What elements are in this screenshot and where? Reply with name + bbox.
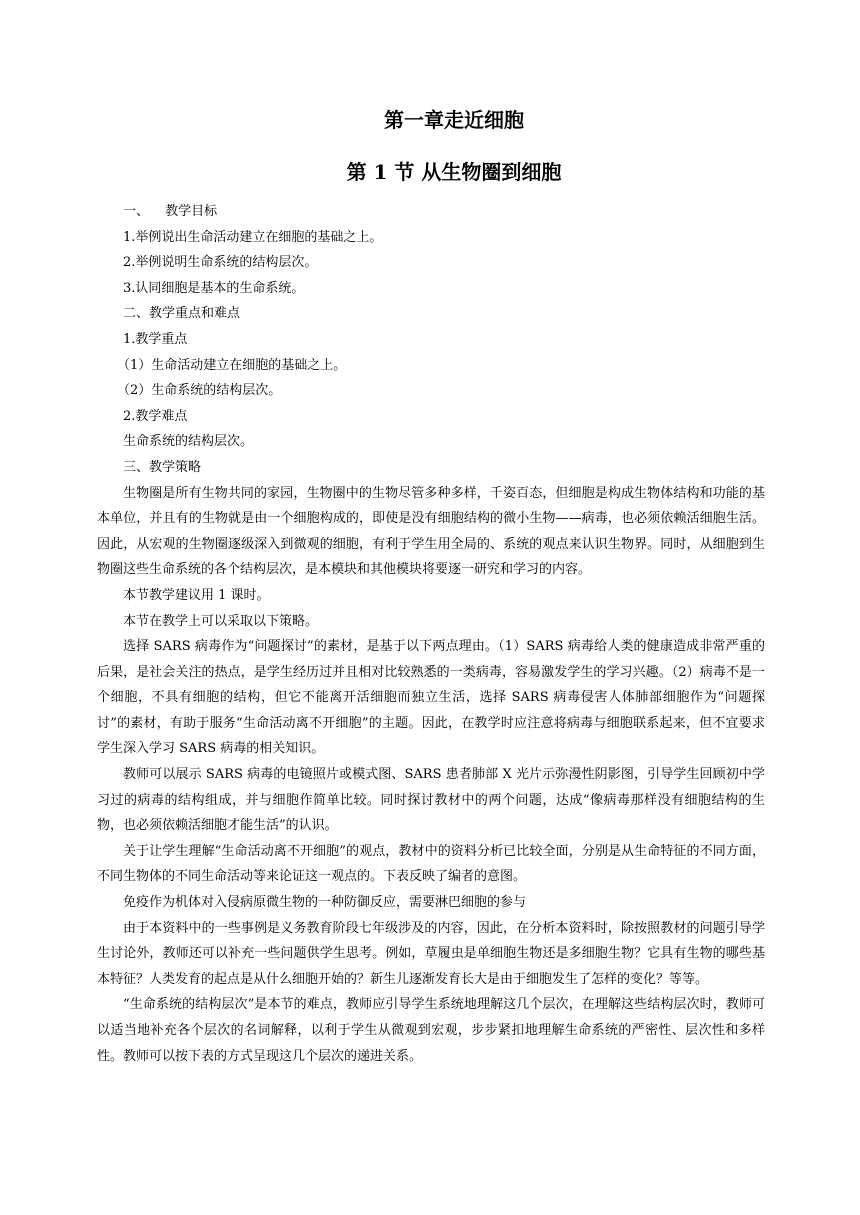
heading-key-points: 二、教学重点和难点 [123,306,241,322]
difficulty-1: 生命系统的结构层次。 [123,434,254,450]
paragraph: 关于让学生理解“生命活动离不开细胞”的观点，教材中的资料分析已比较全面，分别是从生命特征的不同方面，不同生物体的不同生命活动等来论证这一观点的。下表反映了编者的意图。 [97,843,765,885]
goal-2: 2.举例说明生命系统的结构层次。 [123,255,318,271]
goal-3: 3.认同细胞是基本的生命系统。 [123,280,305,296]
difficulty-heading: 2.教学难点 [123,408,188,424]
heading-teaching-goals: 一、 教学目标 [123,204,218,219]
section-title: 第 1 节 从生物圈到细胞 [346,160,562,184]
chapter-title: 第一章走近细胞 [384,108,524,132]
paragraph: 本节教学建议用 1 课时。 [123,587,270,603]
goal-1: 1.举例说出生命活动建立在细胞的基础之上。 [123,229,383,245]
paragraph: 教师可以展示 SARS 病毒的电镜照片或模式图、SARS 患者肺部 X 光片示弥漫性阴影图，引导学生回顾初中学习过的病毒的结构组成，并与细胞作简单比较。同时探讨教材中的两个问题，达成“像病毒那样没有细胞结构的生物，也必须依赖活细胞才能生活”的认识。 [97,767,765,834]
heading-strategy: 三、教学策略 [123,459,202,475]
key-point-1: （1）生命活动建立在细胞的基础之上。 [117,357,347,373]
paragraph: 免疫作为机体对入侵病原微生物的一种防御反应，需要淋巴细胞的参与 [123,895,527,911]
paragraph: 本节在教学上可以采取以下策略。 [123,613,319,629]
key-point-heading: 1.教学重点 [123,331,188,347]
key-point-2: （2）生命系统的结构层次。 [117,383,282,399]
document-body [97,199,765,1069]
paragraph: “生命系统的结构层次”是本节的难点，教师应引导学生系统地理解这几个层次，在理解这些结构层次时，教师可以适当地补充各个层次的名词解释，以利于学生从微观到宏观，步步紧扣地理解生命系统的严密性、层次性和多样性。教师可以按下表的方式呈现这几个层次的递进关系。 [97,997,765,1064]
paragraph: 由于本资料中的一些事例是义务教育阶段七年级涉及的内容，因此，在分析本资料时，除按照教材的问题引导学生讨论外，教师还可以补充一些问题供学生思考。例如，草履虫是单细胞生物还是多细胞生物？它具有生物的哪些基本特征？人类发育的起点是从什么细胞开始的？新生儿逐渐发育长大是由于细胞发生了怎样的变化？等等。 [97,920,765,987]
paragraph: 选择 SARS 病毒作为“问题探讨”的素材，是基于以下两点理由。（1）SARS 病毒给人类的健康造成非常严重的后果，是社会关注的热点，是学生经历过并且相对比较熟悉的一类病毒，容易激发学生的学习兴趣。（2）病毒不是一个细胞，不具有细胞的结构，但它不能离开活细胞而独立生活，选择 SARS 病毒侵害人体肺部细胞作为“问题探讨”的素材，有助于服务“生命活动离不开细胞”的主题。因此，在教学时应注意将病毒与细胞联系起来，但不宜要求学生深入学习 SARS 病毒的相关知识。 [97,639,765,757]
paragraph: 生物圈是所有生物共同的家园，生物圈中的生物尽管多种多样，千姿百态，但细胞是构成生物体结构和功能的基本单位，并且有的生物就是由一个细胞构成的，即使是没有细胞结构的微小生物——病毒，也必须依赖活细胞生活。因此，从宏观的生物圈逐级深入到微观的细胞，有利于学生用全局的、系统的观点来认识生物界。同时，从细胞到生物圈这些生命系统的各个结构层次，是本模块和其他模块将要逐一研究和学习的内容。 [97,485,765,578]
